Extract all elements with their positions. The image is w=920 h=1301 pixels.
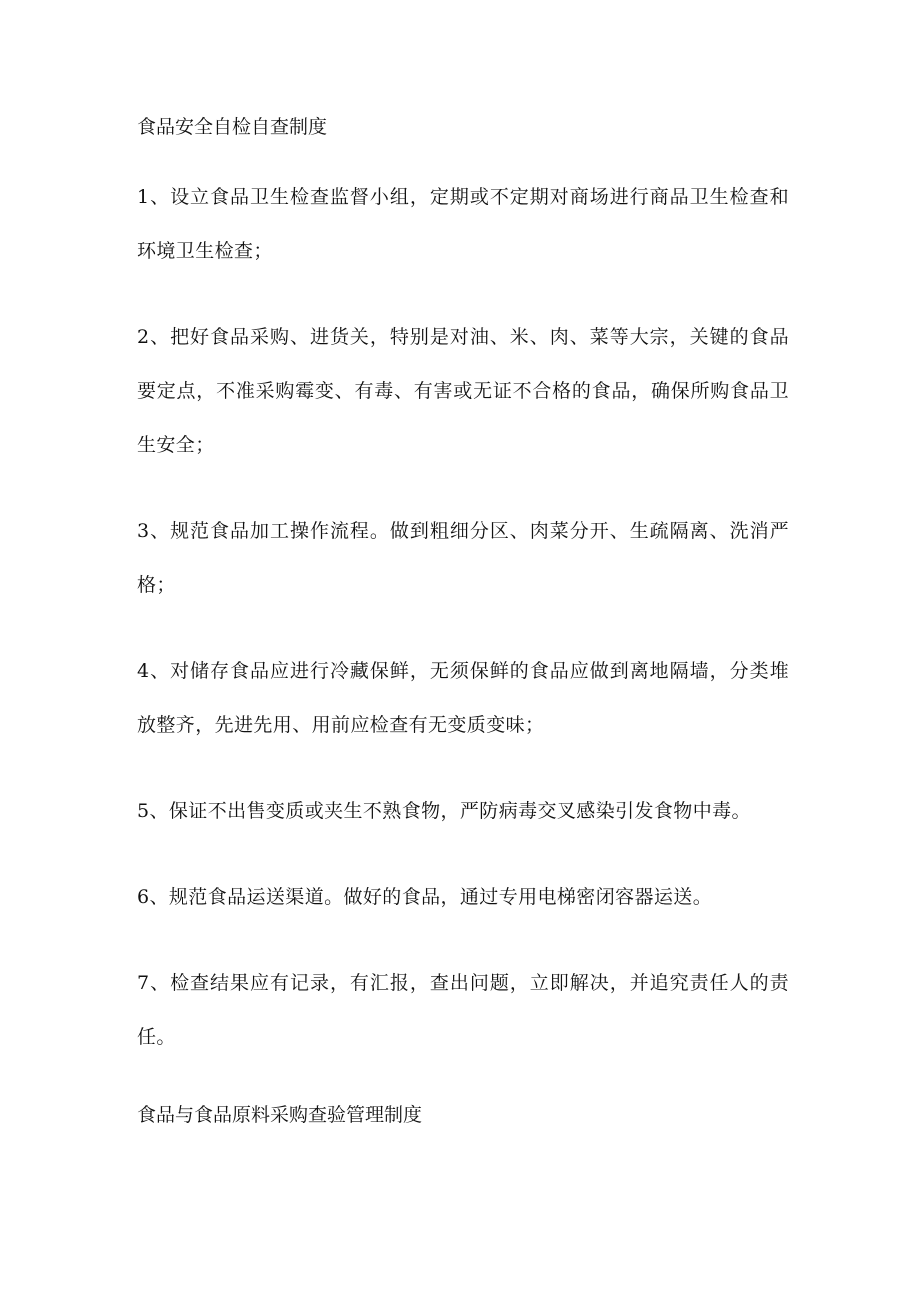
list-item-4 xyxy=(137,644,789,752)
document-page xyxy=(137,108,789,1134)
list-item-6 xyxy=(137,870,789,924)
item-text: 、对储存食品应进行冷藏保鲜，无须保鲜的食品应做到离地隔墙，分类堆放整齐，先进先用、用前应检查有无变质变味； xyxy=(137,660,789,736)
document-title: 食品安全自检自查制度 xyxy=(137,116,328,138)
item-text: 、设立食品卫生检查监督小组，定期或不定期对商场进行商品卫生检查和环境卫生检查； xyxy=(137,186,789,262)
item-text: 、规范食品运送渠道。做好的食品，通过专用电梯密闭容器运送。 xyxy=(149,886,713,908)
item-text: 、把好食品采购、进货关，特别是对油、米、肉、菜等大宗，关键的食品要定点，不准采购霉变、有毒、有害或无证不合格的食品，确保所购食品卫生安全； xyxy=(137,326,789,456)
item-number: 6 xyxy=(137,886,150,908)
list-item-3 xyxy=(137,504,789,612)
item-number: 4 xyxy=(137,660,150,682)
item-number: 1 xyxy=(137,186,150,208)
list-item-5 xyxy=(137,784,789,838)
list-item-7 xyxy=(137,956,789,1064)
next-section-title: 食品与食品原料采购查验管理制度 xyxy=(137,1104,423,1126)
list-item-1 xyxy=(137,170,789,278)
item-number: 5 xyxy=(137,800,150,822)
item-number: 3 xyxy=(137,520,150,542)
item-text: 、检查结果应有记录，有汇报，查出问题，立即解决，并追究责任人的责任。 xyxy=(137,972,789,1048)
item-text: 、保证不出售变质或夹生不熟食物，严防病毒交叉感染引发食物中毒。 xyxy=(149,800,751,822)
item-number: 2 xyxy=(137,326,150,348)
item-number: 7 xyxy=(137,972,150,994)
item-text: 、规范食品加工操作流程。做到粗细分区、肉菜分开、生疏隔离、洗消严格； xyxy=(137,520,789,596)
list-item-2 xyxy=(137,310,789,472)
